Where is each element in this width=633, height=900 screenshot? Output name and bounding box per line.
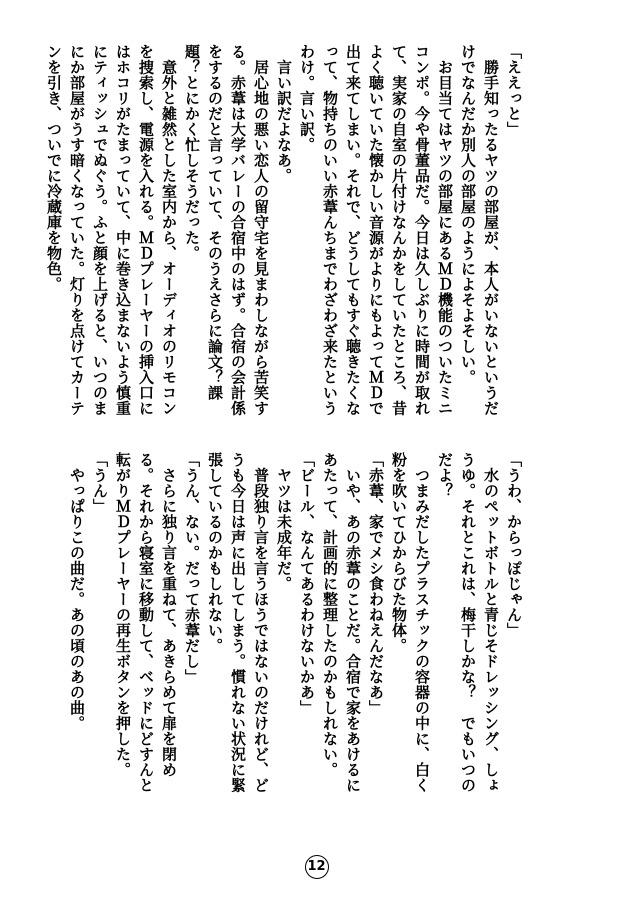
paragraph: さらに独り言を重ねて、あきらめて扉を閉める。それから寝室に移動して、ベッドにどすんと転がりＭＤプレーヤーの再生ボタンを押した。 [114, 452, 178, 793]
paragraph: 「ええっと」 [505, 44, 523, 137]
paragraph: お目当てはヤツの部屋にあるＭＤ機能のついたミニコンポ。今や骨董品だ。今日は久しぶりに時間が取れて、実家の自室の片付けなんかをしていたところ、昔よく聴いていた懐かしい音源がよりにもよってＭＤで出て来てしまい。それで、どうしてもすぐ聴きたくなって、物持ちのいい赤葦んちまでわざわざ来たというわけ。言い訳。 [298, 44, 454, 416]
paragraph: やっぱりこの曲だ。あの頃のあの曲。 [68, 452, 86, 731]
paragraph: 「うん、ない。だって赤葦だし」 [183, 452, 201, 685]
paragraph: 普段独り言を言うほうではないのだけれど、どうも今日は声に出してしまう。慣れない状況に緊張しているのかもしれない。 [206, 452, 270, 793]
paragraph: 水のペットボトルと青じそドレッシング、しょうゆ。それとこれは、梅干しかな？ でもいつのだよ？ [436, 452, 500, 793]
paragraph: 居心地の悪い恋人の留守宅を見まわしながら苦笑する。赤葦は大学バレーの合宿中のはず。合宿の会計係をするのだと言っていて、そのうえさらに論文？課題？とにかく忙しそうだった。 [183, 44, 270, 416]
paragraph: 「赤葦、家でメシ食わねえんだなあ」 [367, 452, 385, 716]
lower-text-block [65, 452, 525, 808]
paragraph: 意外と雑然とした室内から、オーディオのリモコンを捜索し、電源を入れる。ＭＤプレーヤーの挿入口にはホコリがたまっていて、中に巻き込まないよう慎重にティッシュでぬぐう。ふと顔を上げると、いつのまにか部屋がうす暗くなっていた。灯りを点けてカーテンを引き、ついでに冷蔵庫を物色。 [45, 44, 178, 416]
page-number: 12 [305, 855, 329, 879]
paragraph: 勝手知ったるヤツの部屋が、本人がいないというだけでなんだか別人の部屋のようによそよそしい。 [459, 44, 500, 416]
paragraph: ヤツは未成年だ。 [275, 452, 293, 592]
paragraph: 「うん」 [91, 452, 109, 514]
paragraph: いや、あの赤葦のことだ。合宿で家をあけるにあたって、計画的に整理したのかもしれない。 [321, 452, 362, 793]
upper-text-block [42, 44, 525, 420]
paragraph: つまみだしたプラスチックの容器の中に、白く粉を吹いてひからびた物体。 [390, 452, 431, 793]
paragraph: 「うわ、からっぽじゃん」 [505, 452, 523, 638]
paragraph: 言い訳だよなあ。 [275, 44, 293, 184]
paragraph: 「ビール、なんてあるわけないかあ」 [298, 452, 316, 716]
